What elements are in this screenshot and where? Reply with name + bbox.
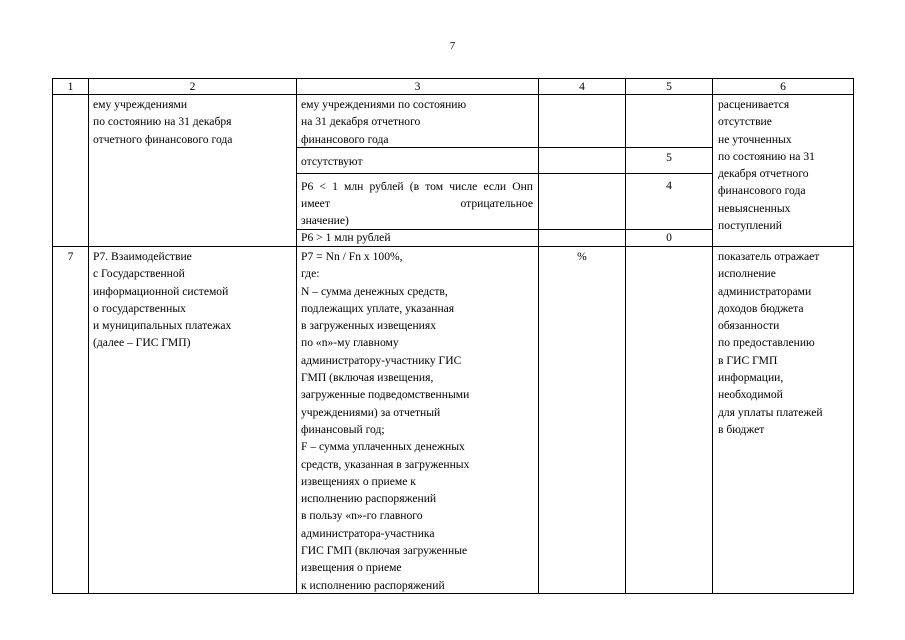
header-col-4: 4 <box>579 80 585 93</box>
cont-col2-text: ему учреждениями по состоянию на 31 декабря отчетного финансового года <box>93 98 233 146</box>
header-col-5: 5 <box>666 80 672 93</box>
row7-col3-text: Р7 = Nn / Fn x 100%, где: N – сумма денежных средств, подлежащих уплате, указанная в загруженных извещениях по «n»-му главному администратору-участнику ГИС ГМП (включая извещения, загруженные подведомственными учреждениями) за отчетный финансовый год; F – сумма уплаченных денежных средств, указанная в загруженных извещениях о приеме к исполнению распоряжений в пользу «n»-го главного администратора-участника ГИС ГМП (включая загруженные извещения о приеме к исполнению распоряжений <box>301 250 470 592</box>
cont-col3-sub4: Р6 > 1 млн рублей <box>301 231 391 244</box>
vrule-6 <box>853 78 854 594</box>
header-col-6: 6 <box>780 80 786 93</box>
vrule-0 <box>52 78 53 594</box>
row7-col2-text: Р7. Взаимодействие с Государственной информационной системой о государственных и муниципальных платежах (далее – ГИС ГМП) <box>93 250 232 350</box>
page-number: 7 <box>449 40 456 52</box>
cont-col6-text: расценивается отсутствие не уточненных по состоянию на 31 декабря отчетного финансового года невыясненных поступлений <box>718 98 815 233</box>
vrule-3 <box>538 78 539 594</box>
vrule-2 <box>296 78 297 594</box>
rule-row7-top <box>52 246 854 247</box>
cont-col3-sub3-last: значение) <box>301 214 349 227</box>
cont-col3-sub2: отсутствуют <box>301 155 363 168</box>
cont-col5-sub2: 5 <box>666 151 672 164</box>
cont-col5-sub4: 0 <box>666 231 672 244</box>
cont-col5-sub3: 4 <box>666 179 672 192</box>
header-col-1: 1 <box>67 80 74 93</box>
header-col-3: 3 <box>414 80 421 93</box>
cont-col3-sub1: ему учреждениями по состоянию на 31 декабря отчетного финансового года <box>301 98 467 146</box>
vrule-1 <box>88 78 89 594</box>
cont-col3-sub3: Р6 < 1 млн рублей (в том числе если Онп имеет отрицательное <box>301 180 533 211</box>
vrule-5 <box>712 78 713 594</box>
header-col-2: 2 <box>189 80 196 93</box>
row7-col6-text: показатель отражает исполнение администраторами доходов бюджета обязанности по предоставлению в ГИС ГМП информации, необходимой для уплаты платежей в бюджет <box>718 250 823 436</box>
row7-number: 7 <box>67 250 74 263</box>
row7-col4-unit: % <box>577 250 587 263</box>
rule-sub2 <box>296 173 712 174</box>
